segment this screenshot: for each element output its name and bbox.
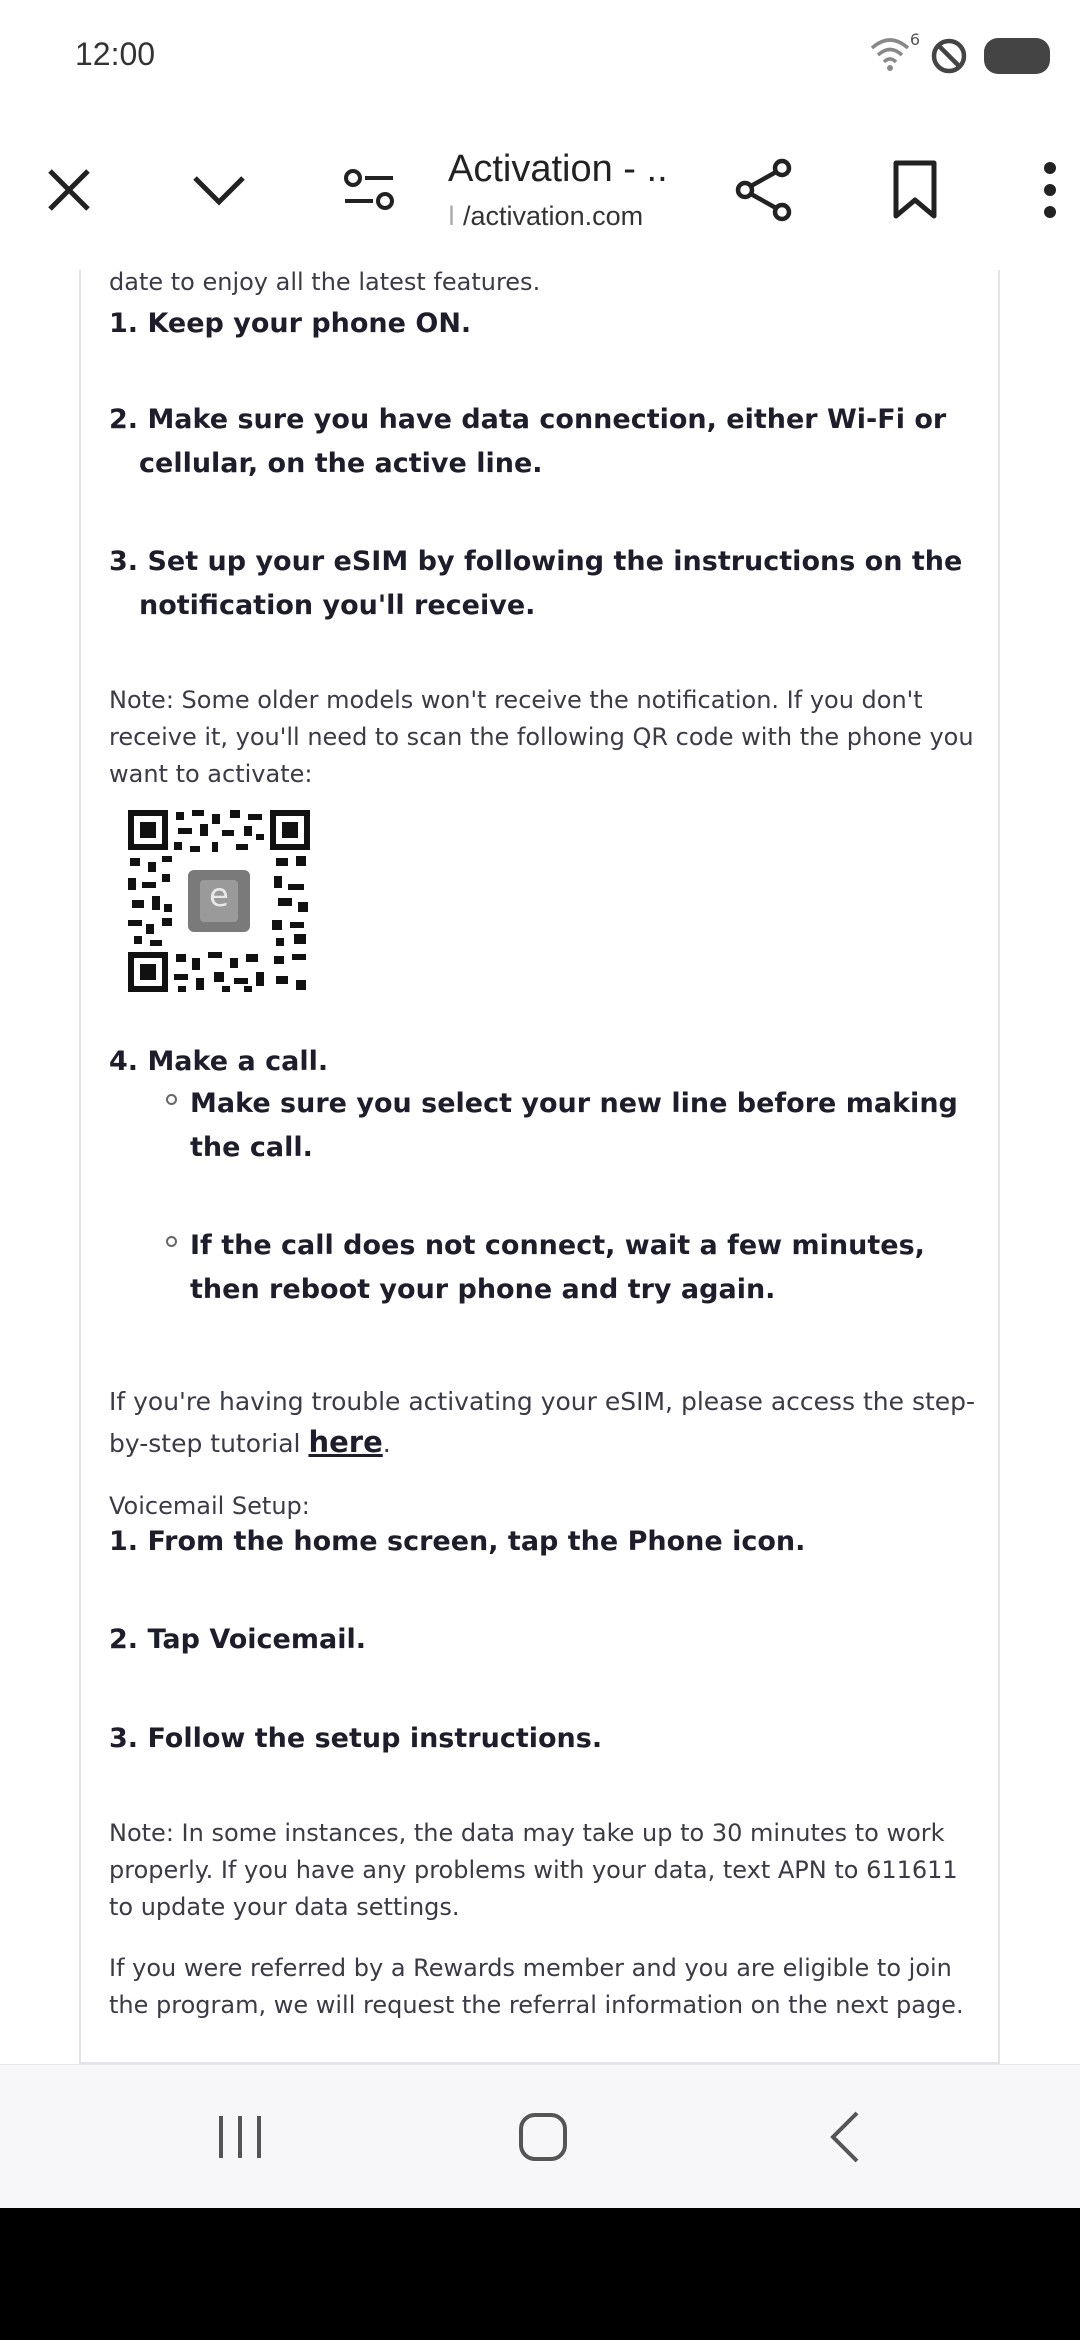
step-4: 4. Make a call.	[109, 1046, 329, 1077]
tutorial-link[interactable]: here	[308, 1425, 383, 1459]
page-content	[0, 270, 1080, 2064]
note-qr: Note: Some older models won't receive the notification. If you don't receive it, you'll need to scan the following QR code with the phone you want to activate:	[109, 686, 974, 788]
activation-qr-code[interactable]	[126, 808, 312, 994]
page-url	[448, 201, 688, 232]
page-title: Activation - ..	[448, 148, 668, 190]
do-not-disturb-icon	[930, 37, 968, 75]
voicemail-step-2: 2. Tap Voicemail.	[109, 1624, 366, 1655]
more-vert-icon[interactable]	[1008, 148, 1080, 232]
url-text: /activation.com	[463, 201, 644, 231]
trouble-text: If you're having trouble activating your eSIM, please access the step-by-step tutorial here.	[109, 1387, 976, 1459]
browser-toolbar	[0, 110, 1080, 270]
close-icon[interactable]	[27, 148, 111, 232]
system-nav-bar	[0, 2064, 1080, 2208]
status-time: 12:00	[75, 36, 156, 72]
back-icon[interactable]	[795, 2087, 895, 2187]
voicemail-heading: Voicemail Setup:	[109, 1492, 310, 1520]
status-icons	[870, 30, 1050, 78]
home-icon[interactable]	[493, 2087, 593, 2187]
bullet-icon	[166, 1236, 177, 1247]
step-2: 2. Make sure you have data connection, either Wi-Fi or cellular, on the active line.	[109, 404, 947, 479]
bookmark-icon[interactable]	[873, 148, 957, 232]
step-3: 3. Set up your eSIM by following the instructions on the notification you'll receive.	[109, 546, 963, 621]
lock-icon: ǀ	[448, 201, 456, 231]
qr-center-label: e	[209, 876, 229, 914]
site-settings-icon[interactable]	[327, 148, 411, 232]
bullet-icon	[166, 1094, 177, 1105]
battery-icon	[984, 38, 1050, 74]
share-icon[interactable]	[722, 148, 806, 232]
page-title-area[interactable]	[448, 148, 688, 232]
chevron-down-icon[interactable]	[177, 148, 261, 232]
intro-tail: date to enjoy all the latest features.	[109, 270, 541, 296]
note-data: Note: In some instances, the data may take up to 30 minutes to work properly. If you have any problems with your data, text APN to 611611 to update your data settings.	[109, 1819, 958, 1921]
step-4-bullet-2: If the call does not connect, wait a few minutes, then reboot your phone and try again.	[190, 1224, 990, 1312]
voicemail-step-3: 3. Follow the setup instructions.	[109, 1723, 603, 1754]
step-4-bullet-1: Make sure you select your new line before making the call.	[190, 1082, 990, 1170]
voicemail-step-1: 1. From the home screen, tap the Phone icon.	[109, 1526, 806, 1557]
step-1: 1. Keep your phone ON.	[109, 308, 472, 339]
recent-apps-icon[interactable]	[190, 2087, 290, 2187]
status-bar	[0, 0, 1080, 110]
wifi-icon	[870, 30, 920, 76]
referral-text: If you were referred by a Rewards member and you are eligible to join the program, we will request the referral information on the next page.	[109, 1954, 964, 2019]
wifi-badge: 6	[909, 30, 920, 49]
